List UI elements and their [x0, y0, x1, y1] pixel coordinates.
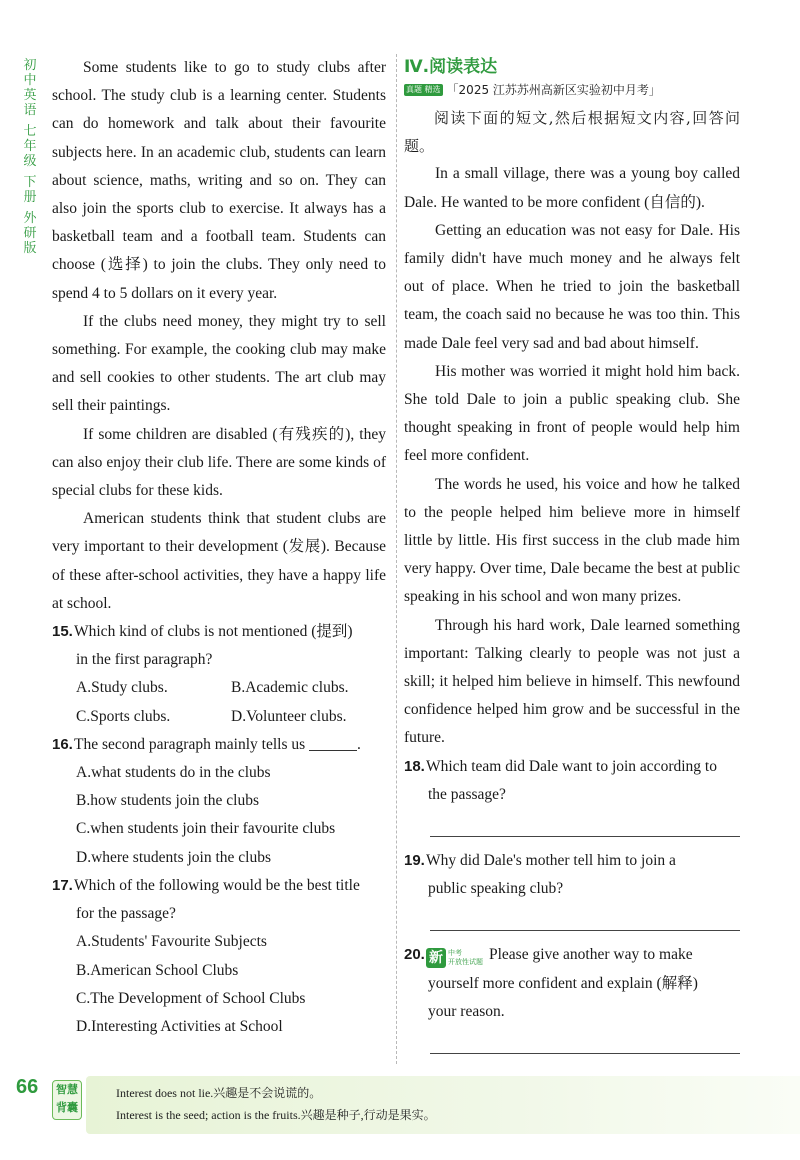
question-text: Please give another way to make	[489, 946, 693, 964]
question-source	[404, 80, 740, 100]
question-text-cont: your reason.	[428, 1002, 505, 1020]
passage-paragraph: If the clubs need money, they might try to sell something. For example, the cooking club may make and sell cookies to other students. The art club may sell their paintings.	[52, 312, 386, 415]
wisdom-quote-1: Interest does not lie.兴趣是不会说谎的。	[116, 1086, 322, 1100]
side-label-char: 研	[23, 226, 37, 241]
option-a: A.what students do in the clubs	[76, 764, 271, 782]
new-badge-box: 新	[426, 948, 446, 968]
question-end: .	[357, 735, 361, 753]
column-divider	[396, 54, 397, 1064]
side-label-char: 年	[23, 139, 37, 154]
answer-blank[interactable]	[309, 733, 357, 751]
passage-paragraph: The words he used, his voice and how he talked to the people helped him believe more in himself little by little. His first success in the club made him very happy. Over time, Dale became the best at public speaking in his school and won many prizes.	[404, 475, 740, 606]
wisdom-tag	[52, 1080, 82, 1120]
option-d: D.Volunteer clubs.	[231, 707, 347, 725]
question-text: Why did Dale's mother tell him to join a	[426, 852, 676, 870]
side-label-char: 语	[23, 103, 37, 118]
option-b: B.how students join the clubs	[76, 792, 259, 810]
question-text-cont: for the passage?	[76, 905, 176, 923]
passage-paragraph: Some students like to go to study clubs after school. The study club is a learning center. Students can do homework and talk about their favourite subjects here. In an academic club, students can learn about science, maths, writing and so on. They can also join the sports club to exercise. It always has a basketball team and a football team. Students can choose (选择) to join the clubs. They only need to spend 4 to 5 dollars on it every year.	[52, 59, 386, 302]
option-a: A.Students' Favourite Subjects	[76, 933, 267, 951]
question-number: 19.	[404, 852, 425, 870]
question-text-cont: yourself more confident and explain (解释)	[428, 974, 698, 992]
question-number: 17.	[52, 876, 73, 894]
wisdom-tag-line1: 智慧	[56, 1083, 78, 1096]
left-column	[52, 54, 386, 1041]
wisdom-tag-line2: 背囊	[56, 1101, 78, 1114]
option-b: B.American School Clubs	[76, 961, 239, 979]
new-exam-badge-icon	[426, 948, 483, 968]
question-20	[404, 941, 740, 1026]
question-18	[404, 753, 740, 809]
question-number: 20.	[404, 946, 425, 964]
side-label-char: 版	[23, 241, 37, 256]
option-b: B.Academic clubs.	[231, 679, 349, 697]
option-c: C.when students join their favourite clubs	[76, 820, 336, 838]
question-19	[404, 847, 740, 903]
new-badge-label: 中考	[448, 949, 462, 958]
question-text-cont: public speaking club?	[428, 880, 564, 898]
side-label-char: 七	[23, 124, 37, 139]
side-label-char: 英	[23, 88, 37, 103]
new-badge-sublabel: 开放性试题	[448, 958, 483, 967]
footer	[0, 1072, 800, 1160]
passage-paragraph: In a small village, there was a young boy called Dale. He wanted to be more confident (自信的).	[404, 165, 740, 211]
side-label-char: 中	[23, 73, 37, 88]
question-16	[52, 731, 386, 759]
answer-line[interactable]	[430, 809, 740, 837]
answer-line[interactable]	[430, 903, 740, 931]
question-15	[52, 618, 386, 674]
side-label-char: 下	[23, 175, 37, 190]
question-text: Which kind of clubs is not mentioned (提到)	[74, 623, 353, 641]
passage-paragraph: Through his hard work, Dale learned something important: Talking clearly to people was not just a skill; it helped him believe in himself. This newfound confidence helped him grow and be successful in the future.	[404, 616, 740, 747]
page-number: 66	[16, 1076, 39, 1098]
question-text: Which of the following would be the best title	[74, 876, 360, 894]
options-row	[52, 674, 386, 702]
passage-paragraph: American students think that student clubs are very important to their development (发展). Because of these after-school activities, they have a happy life at school.	[52, 510, 386, 612]
option-c: C.Sports clubs.	[76, 707, 171, 725]
option-d: D.where students join the clubs	[76, 848, 272, 866]
question-number: 18.	[404, 757, 425, 775]
question-text: Which team did Dale want to join according to	[426, 757, 717, 775]
question-text-cont: in the first paragraph?	[76, 651, 213, 669]
option-c: C.The Development of School Clubs	[76, 989, 306, 1007]
question-number: 16.	[52, 735, 73, 753]
question-text-cont: the passage?	[428, 785, 506, 803]
instruction: 阅读下面的短文,然后根据短文内容,回答问题。	[404, 109, 740, 156]
source-badge: 真题 精选	[406, 85, 441, 94]
options-row	[52, 703, 386, 731]
passage-paragraph: His mother was worried it might hold him back. She told Dale to join a public speaking club. She thought speaking in front of people would help him feel more confident.	[404, 362, 740, 465]
option-d: D.Interesting Activities at School	[76, 1017, 283, 1035]
question-17	[52, 872, 386, 928]
right-column	[404, 54, 740, 1064]
passage-paragraph: If some children are disabled (有残疾的), they can also enjoy their club life. There are some kinds of special clubs for these kids.	[52, 425, 386, 500]
side-label-book-info	[22, 58, 38, 256]
wisdom-tip-band	[86, 1076, 800, 1134]
wisdom-quote-2: Interest is the seed; action is the fruits.兴趣是种子,行动是果实。	[116, 1108, 436, 1122]
side-label-char: 初	[23, 58, 37, 73]
side-label-char: 外	[23, 211, 37, 226]
side-label-char: 级	[23, 154, 37, 169]
answer-line[interactable]	[430, 1026, 740, 1054]
passage-paragraph: Getting an education was not easy for Dale. His family didn't have much money and he always felt out of place. When he tried to join the basketball team, the coach said no because he was too thin. This made Dale feel very sad and bad about himself.	[404, 221, 740, 352]
source-text: 「2025 江苏苏州高新区实验初中月考」	[446, 83, 661, 97]
side-label-char: 册	[23, 190, 37, 205]
question-number: 15.	[52, 623, 73, 641]
question-text: The second paragraph mainly tells us	[74, 735, 306, 753]
option-a: A.Study clubs.	[76, 679, 168, 697]
section-title: Ⅳ.阅读表达	[404, 57, 498, 77]
